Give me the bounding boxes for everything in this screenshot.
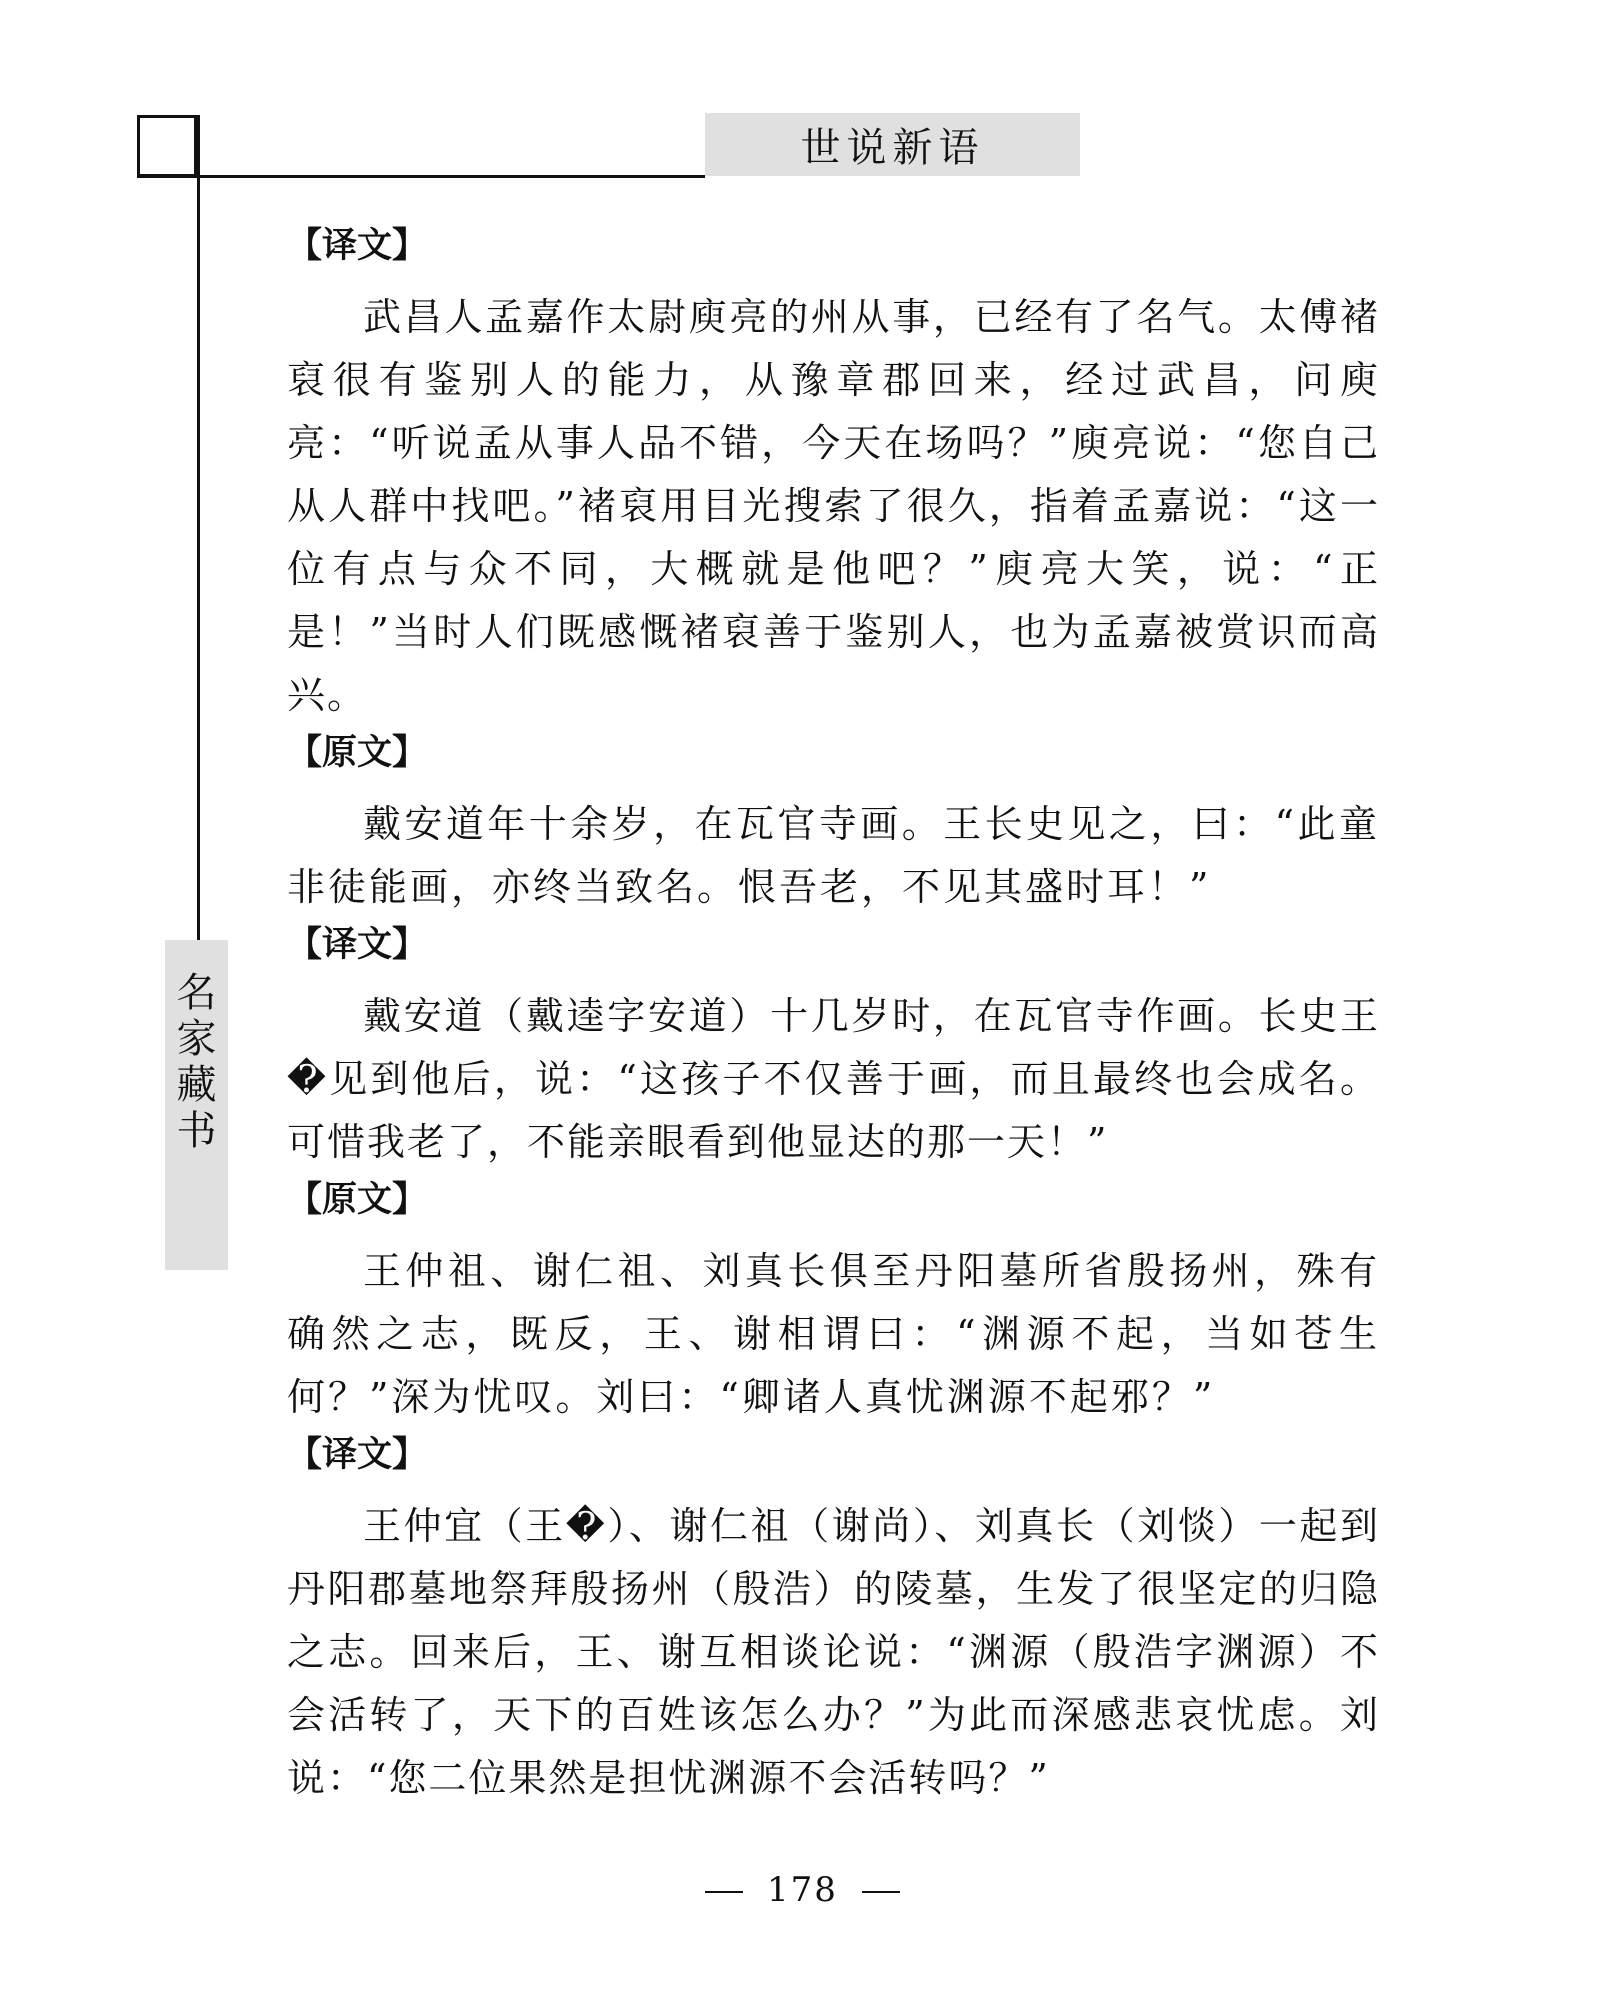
section-label: 【译文】 xyxy=(287,1435,428,1475)
header-rule xyxy=(137,175,705,178)
margin-rule xyxy=(197,115,200,945)
section-label: 【原文】 xyxy=(287,1180,428,1220)
series-char: 藏 xyxy=(176,1062,217,1108)
section-text: 戴安道（戴逵字安道）十几岁时，在瓦官寺作画。长史王�见到他后，说：“这孩子不仅善于画，而且最终也会成名。可惜我老了，不能亲眼看到他显达的那一天！” xyxy=(287,994,1380,1164)
page-body xyxy=(287,220,1380,1810)
dash-right xyxy=(862,1891,900,1893)
corner-frame xyxy=(137,115,197,177)
section-label: 【译文】 xyxy=(287,226,428,266)
series-char: 名 xyxy=(176,970,217,1016)
page-footer xyxy=(0,1870,1605,1910)
series-char: 书 xyxy=(176,1108,217,1154)
section-text: 王仲祖、谢仁祖、刘真长俱至丹阳墓所省殷扬州，殊有确然之志，既反，王、谢相谓曰：“渊源不起，当如苍生何？”深为忧叹。刘曰：“卿诸人真忧渊源不起邪？” xyxy=(287,1249,1380,1419)
section-text: 戴安道年十余岁，在瓦官寺画。王长史见之，曰：“此童非徒能画，亦终当致名。恨吾老，不见其盛时耳！” xyxy=(287,802,1380,909)
section-label: 【译文】 xyxy=(287,925,428,965)
section-text: 王仲宜（王�）、谢仁祖（谢尚）、刘真长（刘惔）一起到丹阳郡墓地祭拜殷扬州（殷浩）的陵墓，生发了很坚定的归隐之志。回来后，王、谢互相谈论说：“渊源（殷浩字渊源）不会活转了，天下的百姓该怎么办？”为此而深感悲哀忧虑。刘说：“您二位果然是担忧渊源不会活转吗？” xyxy=(287,1504,1380,1800)
section-text: 武昌人孟嘉作太尉庾亮的州从事，已经有了名气。太傅褚裒很有鉴别人的能力，从豫章郡回来，经过武昌，问庾亮：“听说孟从事人品不错，今天在场吗？”庾亮说：“您自己从人群中找吧。”褚裒用目光搜索了很久，指着孟嘉说：“这一位有点与众不同，大概就是他吧？”庾亮大笑，说：“正是！”当时人们既感慨褚裒善于鉴别人，也为孟嘉被赏识而高兴。 xyxy=(287,295,1380,717)
page-number: 178 xyxy=(767,1870,838,1910)
section-label: 【原文】 xyxy=(287,733,428,773)
book-title: 世说新语 xyxy=(705,113,1080,176)
dash-left xyxy=(705,1891,743,1893)
series-tab xyxy=(165,940,228,1270)
series-char: 家 xyxy=(176,1016,217,1062)
